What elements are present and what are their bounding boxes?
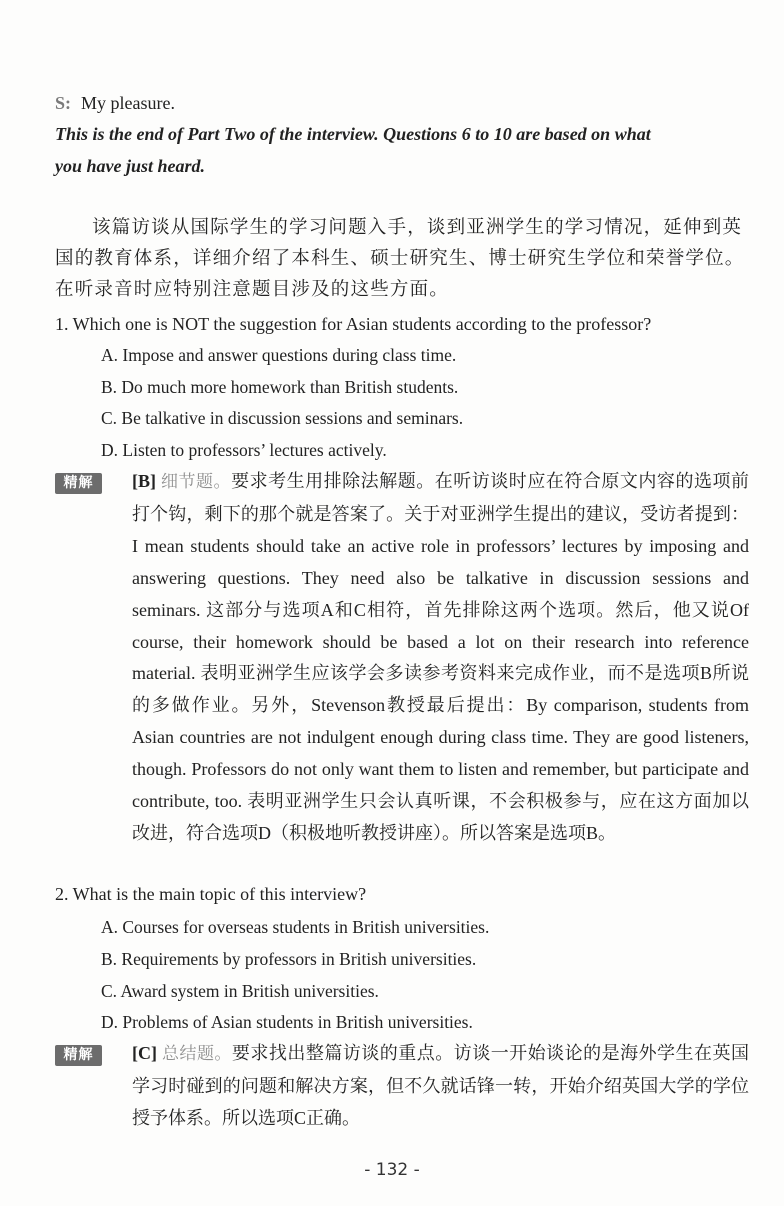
answer-key: [C] [132, 1043, 157, 1063]
dialogue-text: My pleasure. [81, 93, 175, 113]
answer-key: [B] [132, 471, 156, 491]
explanation-text: 要求找出整篇访谈的重点。访谈一开始谈论的是海外学生在英国学习时碰到的问题和解决方案，但不久就话锋一转，开始介绍英国大学的学位授予体系。所以选项C正确。 [132, 1043, 749, 1128]
question-2-option-a: A. Courses for overseas students in British universities. [101, 917, 490, 937]
intro-paragraph: 该篇访谈从国际学生的学习问题入手，谈到亚洲学生的学习情况，延伸到英国的教育体系，详细介绍了本科生、硕士研究生、博士研究生学位和荣誉学位。在听录音时应特别注意题目涉及的这些方面。 [55, 217, 745, 300]
question-1-explanation [132, 466, 749, 850]
question-1-option-c: C. Be talkative in discussion sessions and seminars. [101, 408, 464, 428]
question-2-option-c: C. Award system in British universities. [101, 981, 379, 1001]
question-1-option-d: D. Listen to professors’ lectures actively. [101, 440, 387, 460]
explanation-badge: 精解 [55, 473, 102, 494]
explanation-badge: 精解 [55, 1045, 102, 1066]
question-2-option-b: B. Requirements by professors in British universities. [101, 949, 477, 969]
question-1-option-a: A. Impose and answer questions during class time. [101, 345, 457, 365]
question-2-explanation [132, 1038, 749, 1135]
explanation-text: 要求考生用排除法解题。在听访谈时应在符合原文内容的选项前打个钩，剩下的那个就是答案了。关于对亚洲学生提出的建议，受访者提到：I mean students should take an active role in professors’ lectures by imposing and answering questions. They need also be talkative in discussion sessions and seminars. 这部分与选项A和C相符，首先排除这两个选项。然后，他又说Of course, their homework should be based a lot on their research into reference material. 表明亚洲学生应该学会多读参考资料来完成作业，而不是选项B所说的多做作业。另外，Stevenson教授最后提出：By comparison, students from Asian countries are not indulgent enough during class time. They are good listeners, though. Professors do not only want them to listen and remember, but participate and contribute, too. 表明亚洲学生只会认真听课，不会积极参与，应在这方面加以改进，符合选项D（积极地听教授讲座）。所以答案是选项B。 [132, 471, 749, 843]
speaker-label: S: [55, 93, 72, 113]
dialogue-line [55, 92, 175, 114]
end-note-line-1: This is the end of Part Two of the interview. Questions 6 to 10 are based on what [55, 124, 651, 144]
question-1-stem: 1. Which one is NOT the suggestion for Asian students according to the professor? [55, 314, 652, 334]
page-number: - 132 - [364, 1160, 420, 1180]
question-2-option-d: D. Problems of Asian students in British universities. [101, 1012, 473, 1032]
question-type-tag: 总结题。 [161, 1044, 232, 1064]
end-note-line-2: you have just heard. [55, 156, 206, 176]
question-type-tag: 细节题。 [161, 472, 232, 492]
question-2-stem: 2. What is the main topic of this interview? [55, 884, 367, 904]
question-1-option-b: B. Do much more homework than British students. [101, 377, 459, 397]
